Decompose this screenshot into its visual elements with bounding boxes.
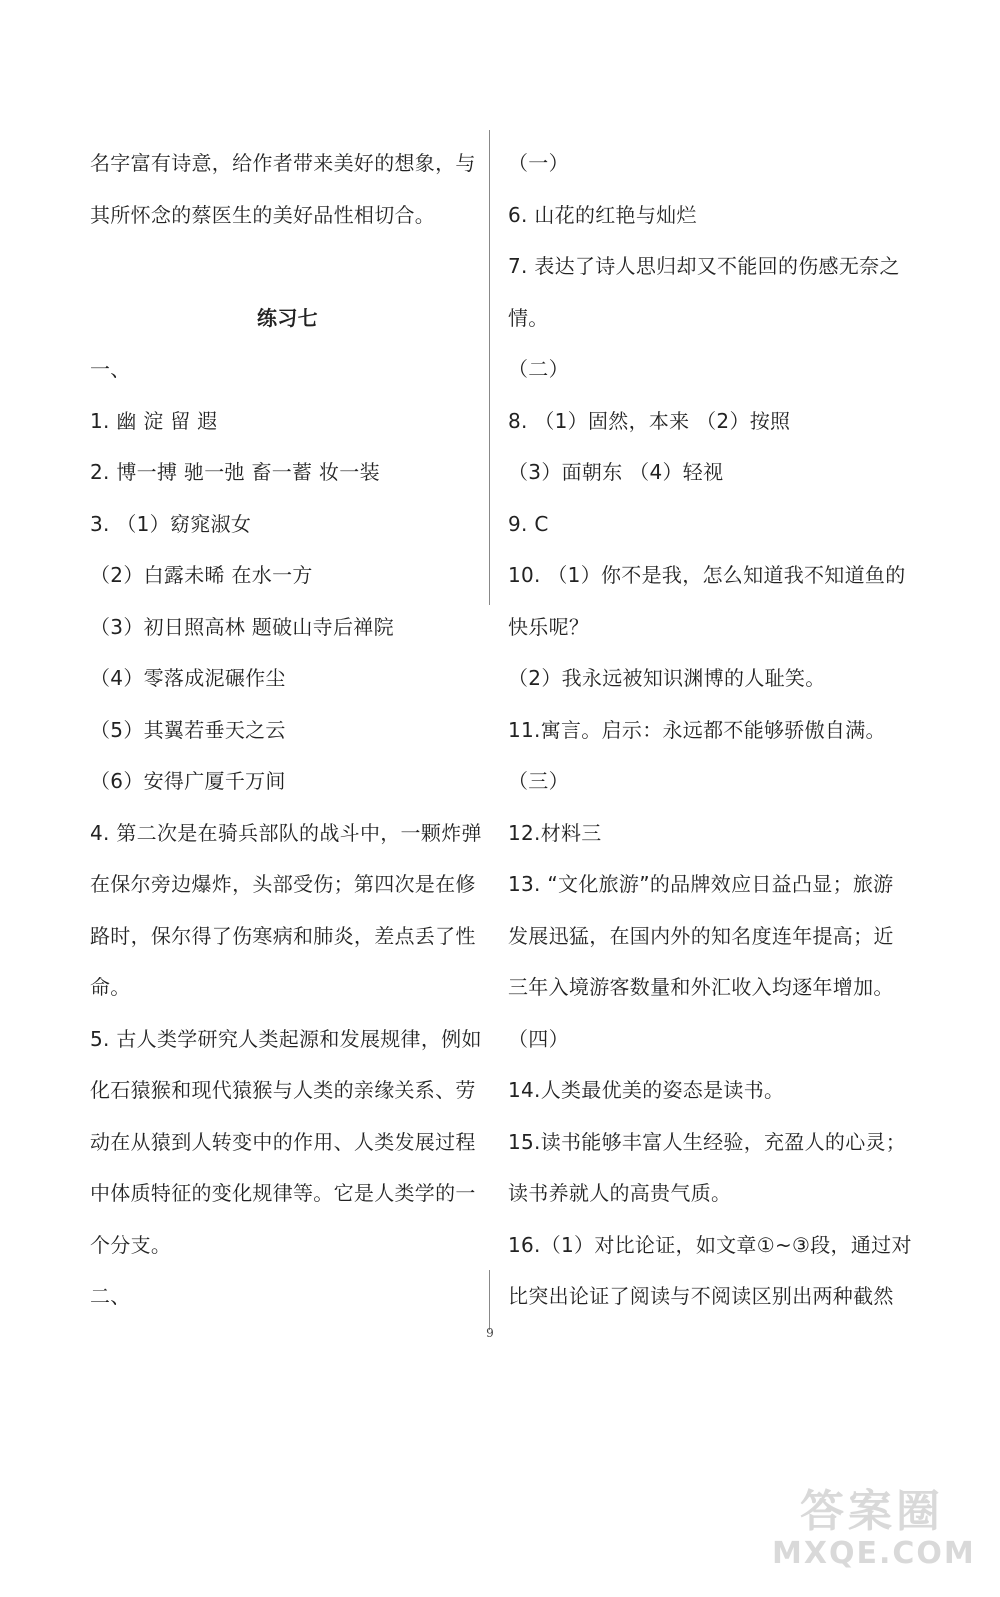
answer-line: 2. 博一搏 驰一弛 畜一蓄 妆一装 bbox=[90, 460, 380, 484]
answer-line: 读书养就人的高贵气质。 bbox=[508, 1181, 732, 1205]
answer-line: 中体质特征的变化规律等。它是人类学的一 bbox=[90, 1181, 476, 1205]
section-heading: （三） bbox=[508, 769, 569, 793]
answer-line: （3）面朝东 （4）轻视 bbox=[508, 460, 724, 484]
answer-line: 9. C bbox=[508, 511, 549, 536]
watermark-logo bbox=[772, 1486, 976, 1577]
answer-line: 快乐呢？ bbox=[508, 614, 590, 639]
answer-line: 路时，保尔得了伤寒病和肺炎，差点丢了性 bbox=[90, 923, 476, 948]
answer-line: 6. 山花的红艳与灿烂 bbox=[508, 202, 697, 227]
answer-line: （5）其翼若垂天之云 bbox=[90, 717, 286, 742]
answer-line: 3. （1）窈窕淑女 bbox=[90, 511, 252, 536]
answer-line: 化石猿猴和现代猿猴与人类的亲缘关系、劳 bbox=[90, 1078, 476, 1102]
answer-line: （4）零落成泥碾作尘 bbox=[90, 666, 286, 690]
answer-line: 命。 bbox=[90, 975, 131, 999]
answer-line: 比突出论证了阅读与不阅读区别出两种截然 bbox=[508, 1284, 894, 1308]
left-column bbox=[90, 138, 485, 1323]
section-heading: 一、 bbox=[90, 357, 131, 381]
answer-line: （3）初日照高林 题破山寺后禅院 bbox=[90, 614, 394, 639]
answer-line: 15.读书能够丰富人生经验，充盈人的心灵； bbox=[508, 1129, 907, 1154]
answer-line: 10. （1）你不是我，怎么知道我不知道鱼的 bbox=[508, 563, 906, 587]
answer-line: 8. （1）固然，本来 （2）按照 bbox=[508, 408, 791, 433]
answer-line: （6）安得广厦千万间 bbox=[90, 769, 286, 793]
spacer-line bbox=[90, 241, 485, 293]
column-divider bbox=[489, 130, 490, 605]
text-line: 其所怀念的蔡医生的美好品性相切合。 bbox=[90, 202, 436, 227]
answer-line: 1. 幽 淀 留 遐 bbox=[90, 408, 218, 433]
text-line: 名字富有诗意，给作者带来美好的想象，与 bbox=[90, 151, 476, 175]
column-divider-lower bbox=[489, 1270, 490, 1330]
answer-line: 16.（1）对比论证，如文章①~③段，通过对 bbox=[508, 1232, 912, 1257]
answer-line: 7. 表达了诗人思归却又不能回的伤感无奈之 bbox=[508, 254, 900, 278]
answer-line: 发展迅猛，在国内外的知名度连年提高；近 bbox=[508, 923, 894, 948]
answer-line: 个分支。 bbox=[90, 1232, 172, 1257]
section-heading: （二） bbox=[508, 357, 569, 381]
section-heading: （一） bbox=[508, 151, 569, 175]
section-title: 练习七 bbox=[257, 305, 318, 330]
right-column bbox=[508, 138, 912, 1323]
answer-line: 动在从猿到人转变中的作用、人类发展过程 bbox=[90, 1129, 476, 1154]
answer-line: （2）白露未晞 在水一方 bbox=[90, 563, 313, 587]
answer-line: 14.人类最优美的姿态是读书。 bbox=[508, 1078, 785, 1102]
answer-line: 4. 第二次是在骑兵部队的战斗中，一颗炸弹 bbox=[90, 820, 482, 845]
answer-line: 情。 bbox=[508, 305, 549, 330]
answer-line: 5. 古人类学研究人类起源和发展规律，例如 bbox=[90, 1026, 482, 1051]
section-heading: 二、 bbox=[90, 1284, 131, 1308]
answer-line: 在保尔旁边爆炸，头部受伤；第四次是在修 bbox=[90, 872, 476, 896]
answer-line: 12.材料三 bbox=[508, 820, 602, 845]
watermark-top-text: 答案圈 bbox=[800, 1486, 944, 1537]
answer-line: （2）我永远被知识渊博的人耻笑。 bbox=[508, 666, 826, 690]
answer-line: 13. “文化旅游”的品牌效应日益凸显；旅游 bbox=[508, 872, 894, 896]
page-number: 9 bbox=[486, 1326, 494, 1340]
watermark-bottom-text: MXQE.COM bbox=[772, 1536, 976, 1571]
answer-line: 三年入境游客数量和外汇收入均逐年增加。 bbox=[508, 975, 894, 999]
answer-line: 11.寓言。启示：永远都不能够骄傲自满。 bbox=[508, 717, 886, 742]
section-heading: （四） bbox=[508, 1026, 569, 1051]
